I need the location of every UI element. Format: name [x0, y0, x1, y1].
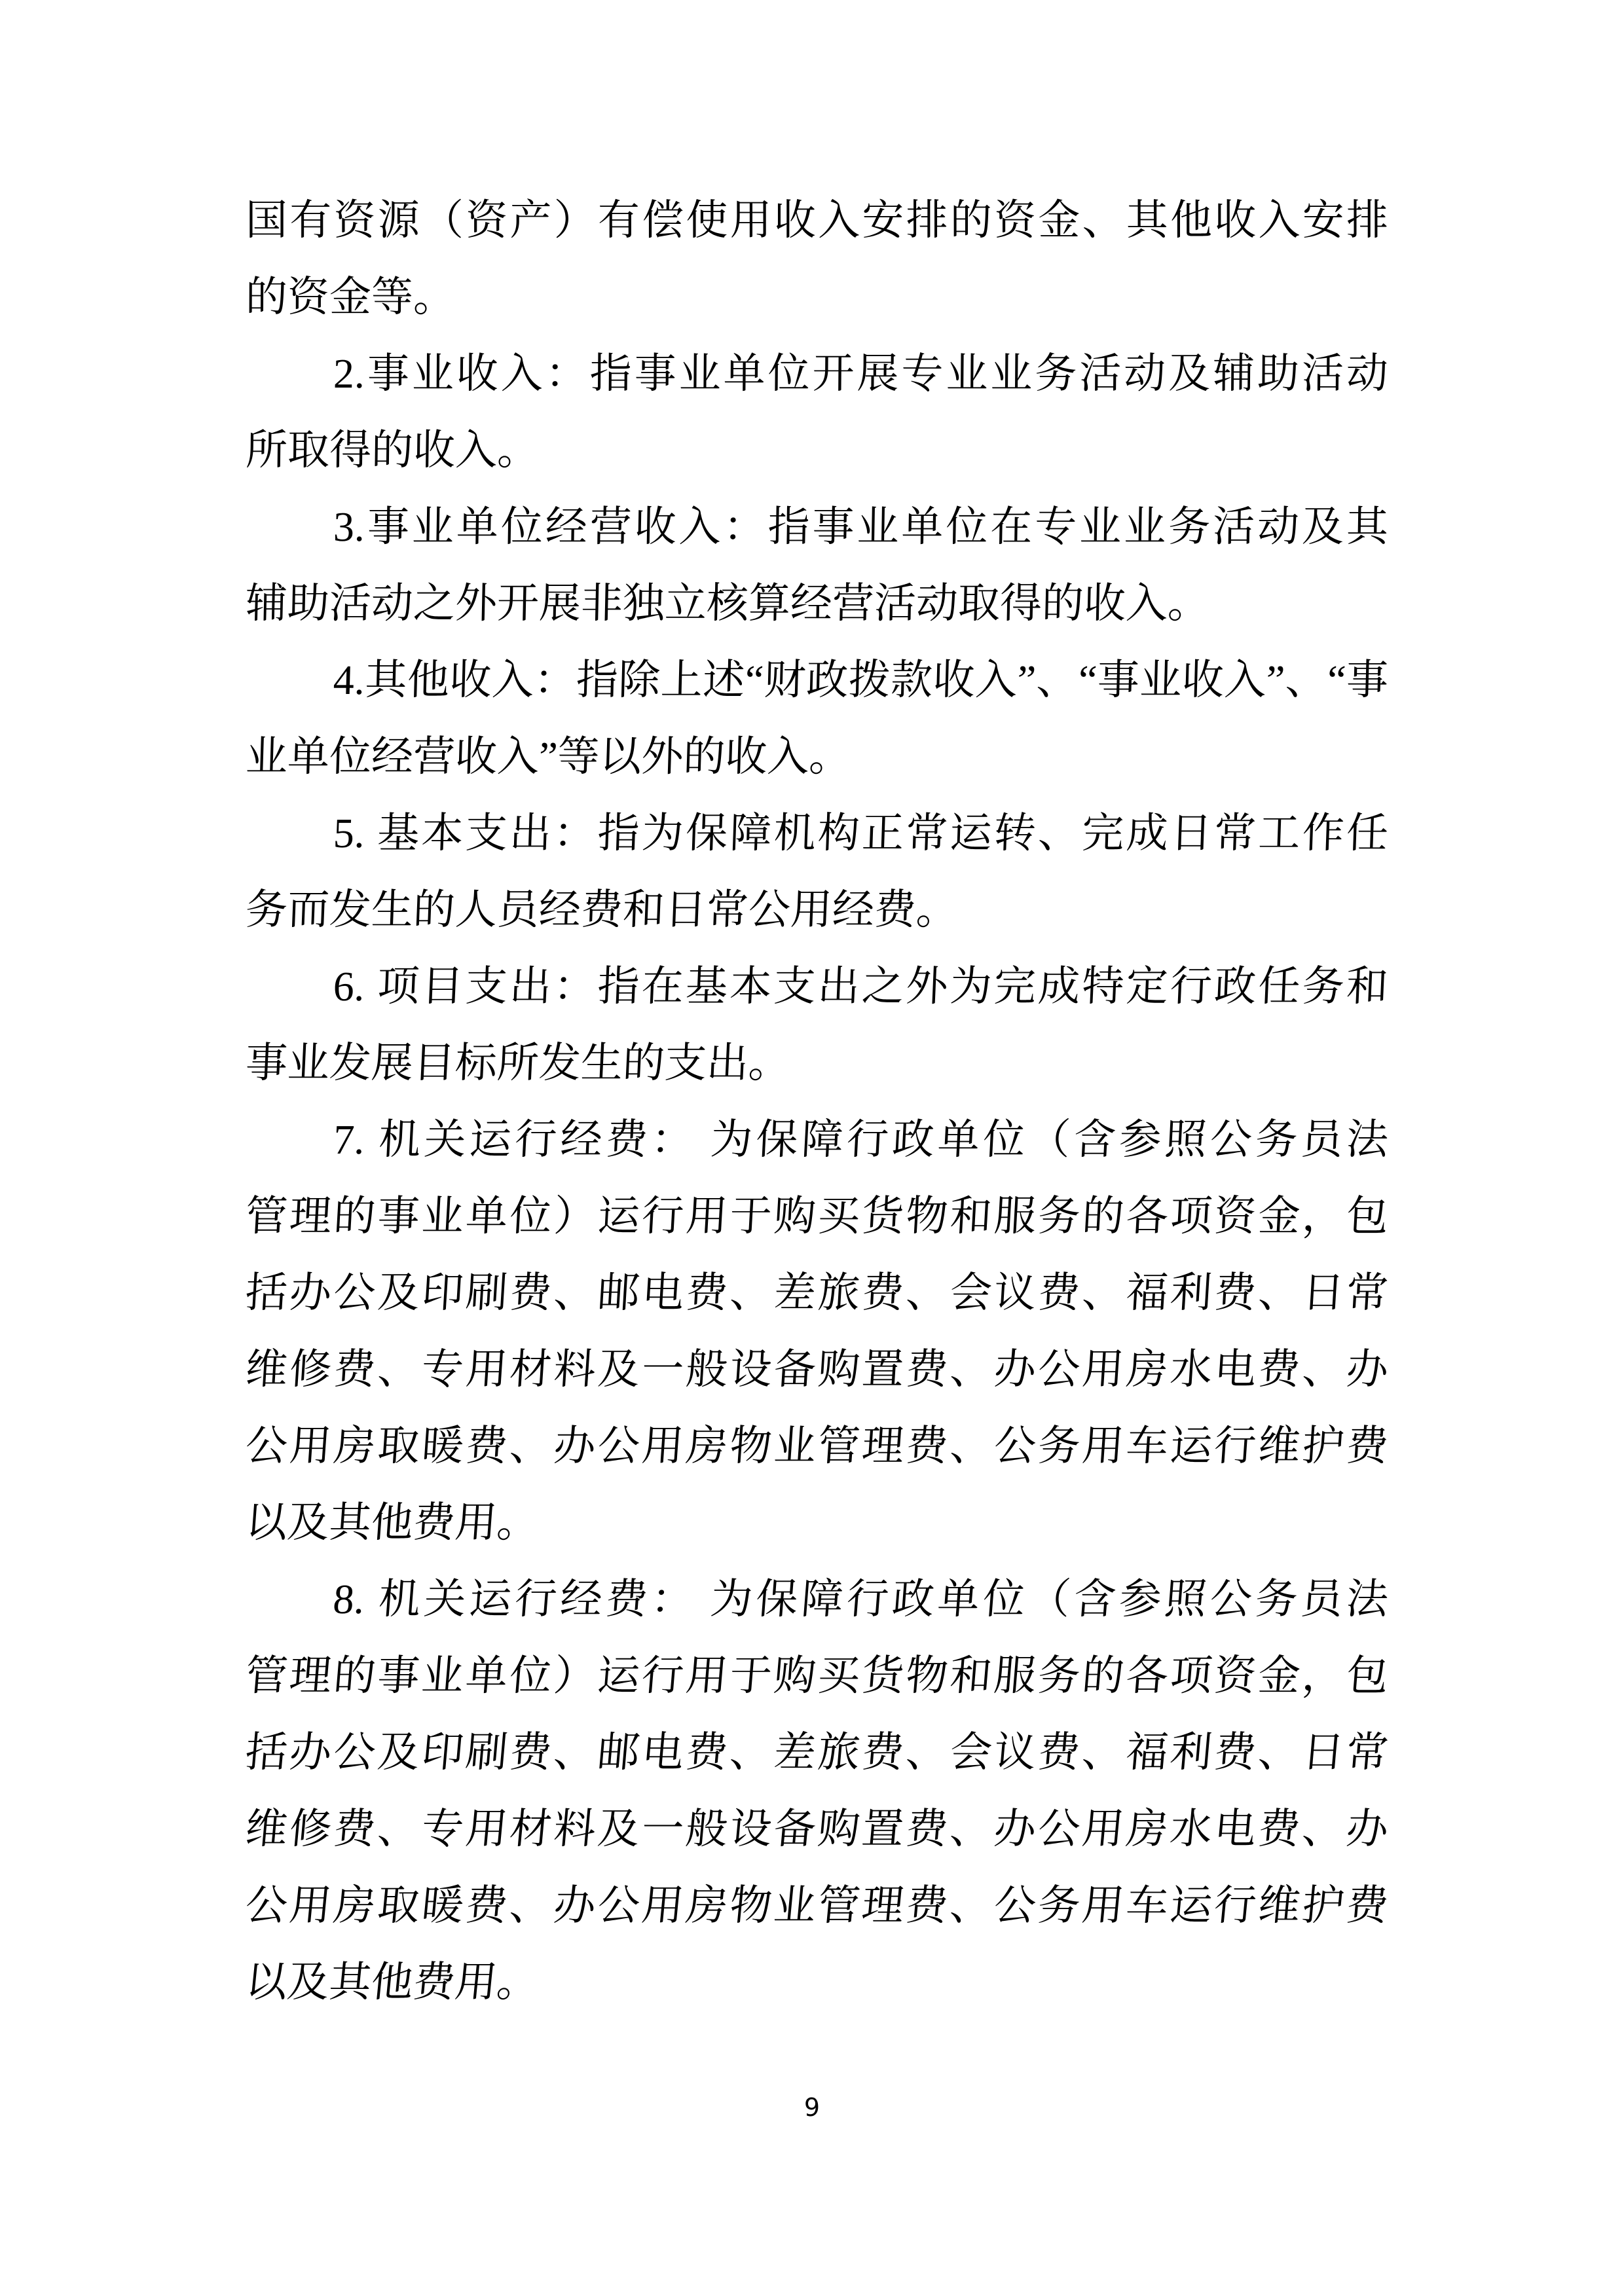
text-line: 括办公及印刷费、邮电费、差旅费、会议费、福利费、日常 — [244, 1269, 1390, 1316]
text-line: 7. 机关运行经费： 为保障行政单位（含参照公务员法 — [332, 1116, 1390, 1163]
text-line: 务而发生的人员经费和日常公用经费。 — [244, 886, 959, 933]
text-line: 括办公及印刷费、邮电费、差旅费、会议费、福利费、日常 — [243, 1729, 1391, 1776]
text-line: 以及其他费用。 — [243, 1959, 542, 2005]
text-line: 5. 基本支出：指为保障机构正常运转、完成日常工作任 — [332, 810, 1390, 856]
text-line: 的资金等。 — [245, 274, 456, 320]
text-line: 事业发展目标所发生的支出。 — [244, 1040, 792, 1086]
text-line: 公用房取暖费、办公用房物业管理费、公务用车运行维护费 — [243, 1882, 1391, 1929]
text-line: 维修费、专用材料及一般设备购置费、办公用房水电费、办 — [243, 1806, 1391, 1852]
text-line: 6. 项目支出：指在基本支出之外为完成特定行政任务和 — [332, 963, 1390, 1010]
text-line: 维修费、专用材料及一般设备购置费、办公用房水电费、办 — [244, 1346, 1390, 1393]
text-line: 所取得的收入。 — [245, 427, 540, 473]
page-body — [243, 182, 1391, 2020]
text-line: 辅助活动之外开展非独立核算经营活动取得的收入。 — [245, 580, 1210, 627]
text-line: 以及其他费用。 — [244, 1499, 541, 1546]
text-line: 3.事业单位经营收入：指事业单位在专业业务活动及其 — [333, 503, 1389, 550]
text-line: 国有资源（资产）有偿使用收入安排的资金、其他收入安排 — [246, 197, 1388, 244]
text-line: 2.事业收入：指事业单位开展专业业务活动及辅助活动 — [333, 350, 1389, 397]
text-line: 管理的事业单位）运行用于购买货物和服务的各项资金，包 — [244, 1652, 1390, 1699]
text-line: 管理的事业单位）运行用于购买货物和服务的各项资金，包 — [244, 1193, 1390, 1239]
text-line: 公用房取暖费、办公用房物业管理费、公务用车运行维护费 — [244, 1423, 1390, 1469]
page-number: 9 — [803, 2093, 821, 2122]
text-line: 业单位经营收入”等以外的收入。 — [244, 733, 852, 780]
text-line: 8. 机关运行经费： 为保障行政单位（含参照公务员法 — [331, 1576, 1390, 1622]
text-line: 4.其他收入：指除上述“财政拨款收入”、“事业收入”、“事 — [333, 657, 1389, 703]
